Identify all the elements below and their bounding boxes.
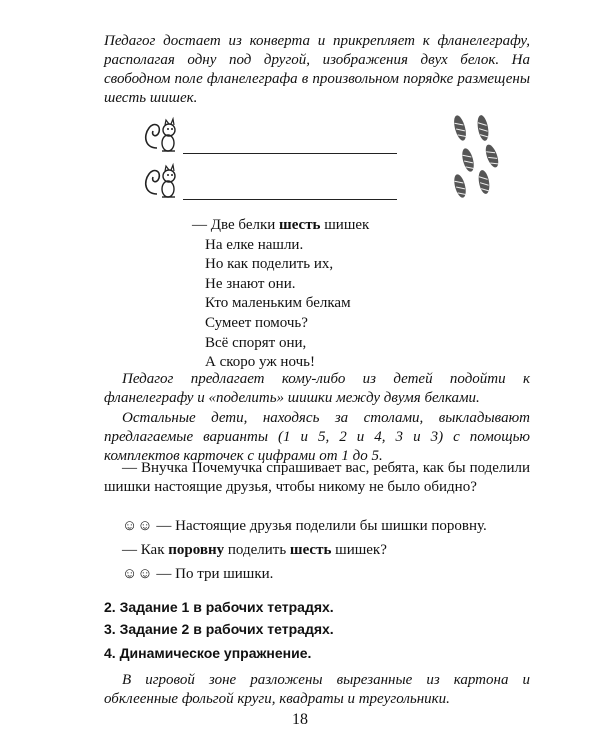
question-granddaughter: — Внучка Почемучка спрашивает вас, ребята, как бы поделили шишки настоящие друзья, чтобы никому не было обидно? (104, 460, 530, 495)
poem-line: Не знают они. (205, 275, 296, 292)
squirrel-icon (141, 118, 183, 156)
poem-line: Кто маленьким белкам (205, 295, 351, 312)
pine-cone-icon (452, 114, 468, 142)
answer-three-cones: ☺☺ — По три шишки. (122, 566, 274, 582)
task-heading: 2. Задание 1 в рабочих тетрадях. (104, 599, 334, 615)
task-heading: 4. Динамическое упражнение. (104, 645, 312, 661)
pine-cone-icon (476, 114, 490, 141)
pine-cone-icon (452, 173, 468, 199)
task-heading: 3. Задание 2 в рабочих тетрадях. (104, 621, 334, 637)
squirrel-line (183, 153, 397, 154)
intro-paragraph: Педагог достает из конверта и прикрепляет к фланелеграфу, располагая одну под другой, изображения двух белок. На свободном поле фланелеграфа в произвольном порядке размещены шесть шишек. (104, 33, 530, 106)
poem-line: Но как поделить их, (205, 256, 334, 273)
answer-equally: ☺☺ — Настоящие друзья поделили бы шишки поровну. (122, 518, 487, 534)
poem (192, 216, 369, 373)
para-teacher-suggests: Педагог предлагает кому-либо из детей подойти к фланелеграфу и «поделить» шишки между двумя белками. (104, 371, 530, 406)
poem-line: На елке нашли. (205, 236, 304, 253)
question-how-equally: — Как поровну поделить шесть шишек? (122, 542, 387, 558)
poem-line: Сумеет помочь? (205, 314, 308, 331)
squirrel-icon (141, 164, 183, 202)
page-number: 18 (292, 711, 308, 728)
poem-line: А скоро уж ночь! (205, 354, 315, 371)
squirrel-line (183, 199, 397, 200)
final-paragraph: В игровой зоне разложены вырезанные из картона и обклеенные фольгой круги, квадраты и треугольники. (104, 672, 530, 707)
para-other-children: Остальные дети, находясь за столами, выкладывают предлагаемые варианты (1 и 5, 2 и 4, 3 и 3) с помощью комплектов карточек с цифрами от 1 до 5. (104, 410, 530, 464)
poem-line: — Две белки шесть шишек (192, 217, 370, 233)
poem-line: Всё спорят они, (205, 334, 307, 351)
pine-cones-group (440, 110, 510, 210)
pine-cone-icon (483, 143, 501, 169)
pine-cone-icon (460, 147, 476, 173)
pine-cone-icon (477, 169, 491, 194)
